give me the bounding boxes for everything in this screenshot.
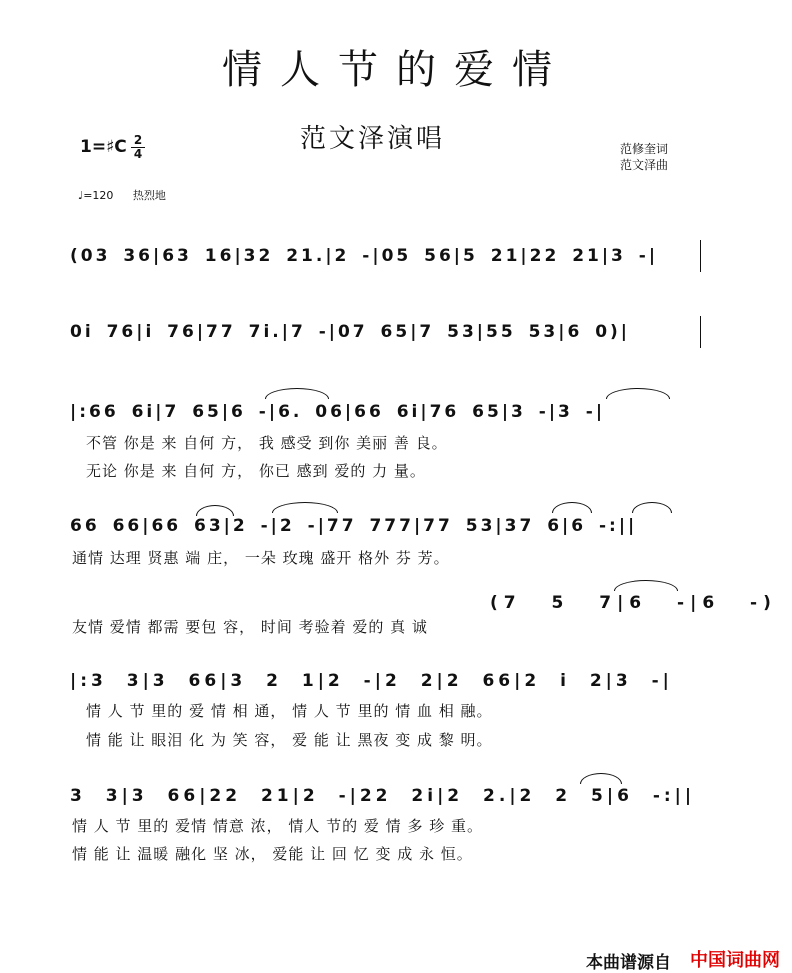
notation-line: |:66 6i|7 65|6 -|6. 06|66 6i|76 65|3 -|3 -| [70, 402, 606, 422]
lyric-line: 情 人 节 里的 爱 情 相 通， 情 人 节 里的 情 血 相 融。 [86, 702, 493, 720]
notation-line: (03 36|63 16|32 21.|2 -|05 56|5 21|22 21|3 -| [70, 246, 659, 266]
composer-credit: 范文泽曲 [620, 158, 669, 172]
lyric-line: 不管 你是 来 自何 方， 我 感受 到你 美丽 善 良。 [86, 434, 448, 452]
tie-slur [580, 773, 622, 784]
notation-line: 66 66|66 63|2 -|2 -|77 777|77 53|37 6|6 -:|| [70, 516, 638, 536]
tie-slur [265, 388, 329, 399]
lyricist-credit: 范修奎词 [620, 142, 669, 156]
key-signature: 1=♯C [80, 137, 127, 157]
time-signature [131, 134, 145, 161]
tempo-marking [78, 187, 166, 203]
tie-slur [272, 502, 338, 513]
source-site-link[interactable]: 中国词曲网 [690, 950, 780, 971]
tie-slur [606, 388, 670, 399]
lyric-line: 友情 爱情 都需 要包 容， 时间 考验着 爱的 真 诚 [72, 618, 428, 636]
lyric-line: 情 人 节 里的 爱情 情意 浓， 情人 节的 爱 情 多 珍 重。 [72, 817, 483, 835]
tempo-value: ♩=120 [78, 189, 114, 202]
alternate-ending: (7 5 7|6 -|6 -) [490, 593, 777, 613]
time-signature-top: 2 [133, 133, 143, 147]
lyric-line: 无论 你是 来 自何 方， 你已 感到 爱的 力 量。 [86, 462, 426, 480]
lyric-line: 通情 达理 贤惠 端 庄， 一朵 玫瑰 盛开 格外 芬 芳。 [72, 549, 450, 567]
tie-slur [614, 580, 678, 591]
time-signature-bottom: 4 [133, 147, 143, 161]
notation-line: 0i 76|i 76|77 7i.|7 -|07 65|7 53|55 53|6 0)| [70, 322, 631, 342]
expression-marking: 热烈地 [132, 189, 166, 202]
barline [700, 240, 701, 272]
performer: 范文泽演唱 [300, 124, 446, 154]
tie-slur [196, 505, 234, 516]
barline [700, 316, 701, 348]
song-title: 情人节的爱情 [222, 47, 570, 93]
lyric-line: 情 能 让 眼泪 化 为 笑 容， 爱 能 让 黑夜 变 成 黎 明。 [86, 731, 493, 749]
tie-slur [552, 502, 592, 513]
notation-line: 3 3|3 66|22 21|2 -|22 2i|2 2.|2 2 5|6 -:|| [70, 786, 696, 806]
notation-line: |:3 3|3 66|3 2 1|2 -|2 2|2 66|2 i 2|3 -| [70, 671, 673, 691]
source-prefix: 本曲谱源自 [586, 953, 671, 973]
lyric-line: 情 能 让 温暖 融化 坚 冰， 爱能 让 回 忆 变 成 永 恒。 [72, 845, 473, 863]
tie-slur [632, 502, 672, 513]
